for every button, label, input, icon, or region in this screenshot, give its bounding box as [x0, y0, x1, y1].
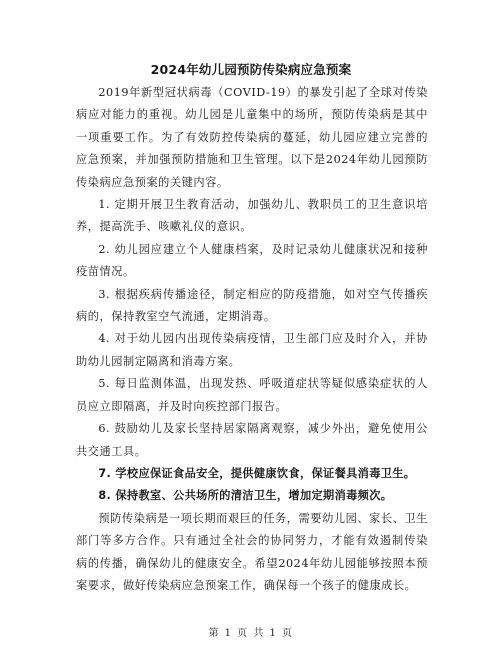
closing-paragraph: 预防传染病是一项长期而艰巨的任务，需要幼儿园、家长、卫生部门等多方合作。只有通过全社会的协同努力，才能有效遏制传染病的传播，确保幼儿的健康安全。希望2024年幼儿园能够按照本预案要求，做好传染病应急预案工作，确保每一个孩子的健康成长。	[76, 511, 428, 592]
intro-paragraph: 2019年新型冠状病毒（COVID-19）的暴发引起了全球对传染病应对能力的重视。幼儿园是儿童集中的场所，预防传染病是其中一项重要工作。为了有效防控传染病的蔓延，幼儿园应建立完善的应急预案，并加强预防措施和卫生管理。以下是2024年幼儿园预防传染病应急预案的关键内容。	[76, 86, 428, 189]
list-item-6: 6. 鼓励幼儿及家长坚持居家隔离观察，减少外出，避免使用公共交通工具。	[76, 422, 428, 458]
list-item-1: 1. 定期开展卫生教育活动，加强幼儿、教职员工的卫生意识培养，提高洗手、咳嗽礼仪的意识。	[76, 198, 428, 234]
page-footer: 第 1 页 共 1 页	[208, 628, 294, 639]
list-item-4: 4. 对于幼儿园内出现传染病疫情，卫生部门应及时介入，并协助幼儿园制定隔离和消毒方案。	[76, 332, 428, 368]
list-item-3: 3. 根据疾病传播途径，制定相应的防疫措施，如对空气传播疾病的，保持教室空气流通，定期消毒。	[76, 287, 428, 324]
list-item-5: 5. 每日监测体温，出现发热、呼吸道症状等疑似感染症状的人员应立即隔离，并及时向疾控部门报告。	[76, 377, 428, 413]
document-body	[76, 82, 428, 597]
list-item-2: 2. 幼儿园应建立个人健康档案，及时记录幼儿健康状况和接种疫苗情况。	[76, 242, 428, 279]
list-item-7: 7. 学校应保证食品安全，提供健康饮食，保证餐具消毒卫生。	[98, 466, 416, 480]
document-title: 2024年幼儿园预防传染病应急预案	[150, 62, 352, 77]
list-item-8: 8. 保持教室、公共场所的清洁卫生，增加定期消毒频次。	[98, 489, 393, 503]
